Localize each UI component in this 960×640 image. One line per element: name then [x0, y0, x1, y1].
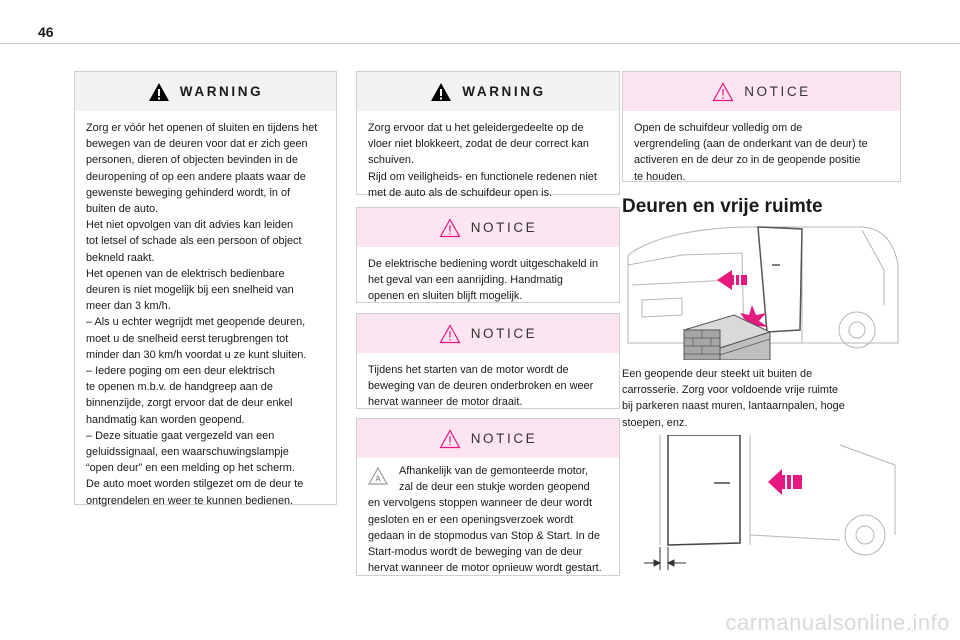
- section-caption: Een geopende deur steekt uit buiten de carrosserie. Zorg voor voldoende vrije ruimte bij parkeren naast muren, lantaarnpalen, hoge stoepen, enz.: [622, 368, 845, 429]
- watermark: carmanualsonline.info: [725, 610, 950, 635]
- notice-text-rest: en vervolgens stoppen wanneer de deur wordt gesloten en er een openingsverzoek wordt gedaan in de stopmodus van Stop & Start. In de Start-modus wordt de beweging van de deur hervat wanneer de motor opnieuw wordt gestart.: [368, 497, 602, 575]
- warning-title: WARNING: [462, 84, 546, 99]
- notice-text: De elektrische bediening wordt uitgeschakeld in het geval van een aanrijding. Handmatig openen en sluiten blijft mogelijk.: [368, 258, 599, 303]
- notice-box-collision: [356, 207, 620, 303]
- section-title: Deuren en vrije ruimte: [622, 196, 823, 217]
- warning-triangle-icon: [148, 82, 170, 102]
- warning-header: [357, 72, 619, 111]
- page-number: 46: [38, 24, 54, 40]
- notice-box-engine-start: [356, 313, 620, 409]
- notice-title: NOTICE: [470, 431, 538, 446]
- notice-box-door-lock: [622, 71, 901, 182]
- warning-box-floor-guide: [356, 71, 620, 199]
- notice-triangle-icon: [439, 429, 461, 449]
- notice-triangle-icon: [439, 324, 461, 344]
- notice-header: [357, 314, 619, 353]
- notice-title: NOTICE: [470, 326, 538, 341]
- warning-box-doors: [74, 71, 337, 505]
- stop-start-icon: [367, 466, 389, 486]
- warning-text: Zorg ervoor dat u het geleidergedeelte op de vloer niet blokkeert, zodat de deur correct kan schuiven. Rijd om veiligheids- en functionele redenen niet met de auto als de schuifdeur open is.: [368, 122, 597, 199]
- notice-header: [357, 419, 619, 458]
- warning-header: [75, 72, 336, 111]
- notice-header: [623, 72, 900, 111]
- svg-text:A: A: [375, 474, 381, 484]
- notice-header: [357, 208, 619, 247]
- notice-text: Tijdens het starten van de motor wordt de beweging van de deuren onderbroken en weer hervat wanneer de motor draait.: [368, 364, 594, 409]
- warning-text: Zorg er vóór het openen of sluiten en tijdens het bewegen van de deuren voor dat er zich geen personen, dieren of objecten bevinden in de deuropening of op een andere plaats waar de gewenste beweging gehinderd wordt, in of buiten de auto. Het niet opvolgen van dit advies kan leiden tot letsel of schade als een persoon of object bekneld raakt. Het openen van de elektrisch bedienbare deuren is niet mogelijk bij een snelheid van meer dan 3 km/h. – Als u echter wegrijdt met geopende deuren, moet u de snelheid eerst terugbrengen tot minder dan 30 km/h voordat u ze kunt sluiten. – Iedere poging om een deur elektrisch te openen m.b.v. de handgreep aan de binnenzijde, zorgt ervoor dat de deur enkel handmatig kan worden geopend. – Deze situatie gaat vergezeld van een geluidssignaal, een waarschuwingslampje “open deur” en een melding op het scherm. De auto moet worden stilgezet om de deur te ontgrendelen en weer te kunnen bedienen.: [86, 122, 318, 507]
- notice-text-first: Afhankelijk van de gemonteerde motor, zal de deur een stukje worden geopend: [399, 465, 590, 494]
- notice-triangle-icon: [712, 82, 734, 102]
- notice-triangle-icon: [439, 218, 461, 238]
- door-clearance-illustration: [640, 435, 900, 575]
- notice-box-stop-start: [356, 418, 620, 576]
- header-divider: [0, 43, 960, 44]
- warning-title: WARNING: [179, 84, 264, 99]
- van-door-wall-illustration: [622, 225, 901, 360]
- notice-text: Open de schuifdeur volledig om de vergrendeling (aan de onderkant van de deur) te activeren en de deur zo in de geopende positie te houden.: [634, 122, 868, 183]
- notice-title: NOTICE: [470, 220, 538, 235]
- warning-triangle-icon: [430, 82, 452, 102]
- notice-title: NOTICE: [744, 84, 811, 99]
